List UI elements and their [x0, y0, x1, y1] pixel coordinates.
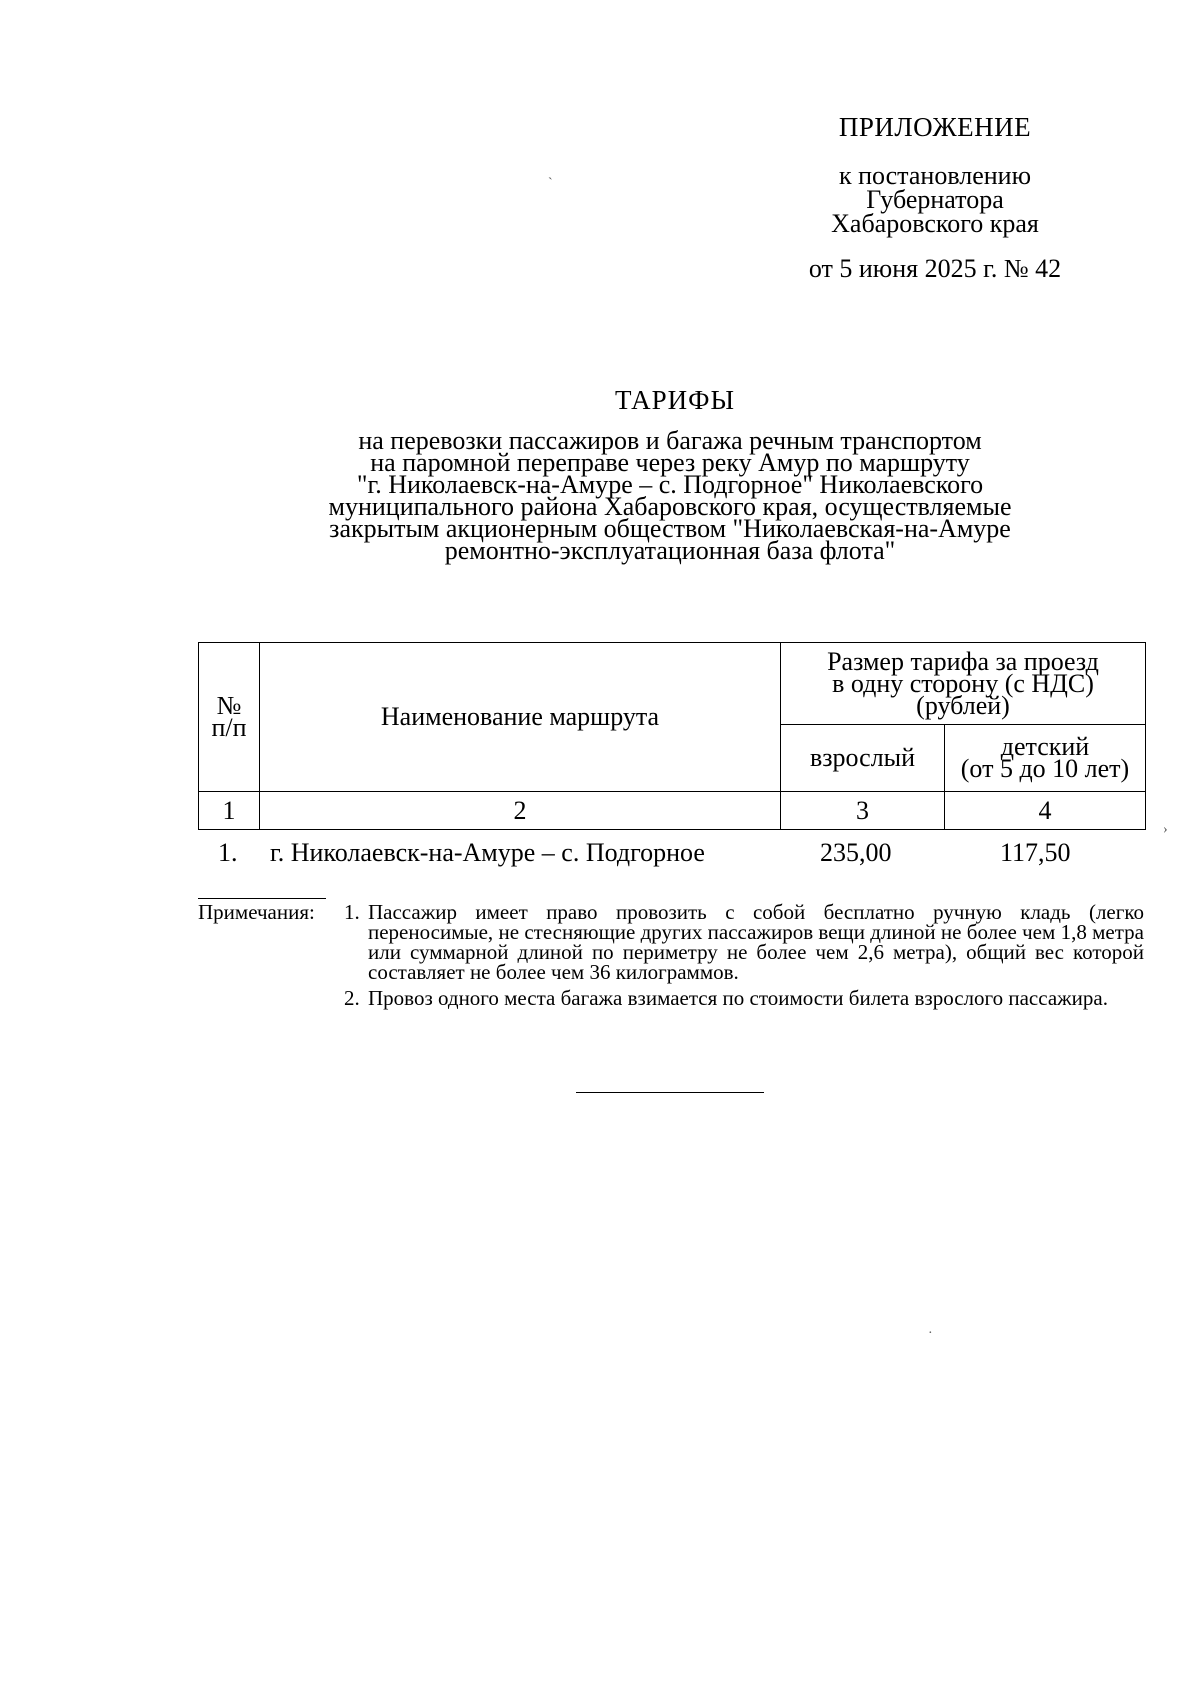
column-number-cell: 4 [945, 792, 1146, 830]
subtitle-line: на перевозки пассажиров и багажа речным транспортом [358, 426, 982, 455]
header-route: Наименование маршрута [260, 643, 781, 792]
appendix-line: Хабаровского края [831, 209, 1039, 238]
note-text: Пассажир имеет право провозить с собой бесплатно ручную кладь (легко переносимые, не стесняющие других пассажиров вещи длиной не более чем 1,8 метра или суммарной длиной по периметру не более чем 2,6 метра), общий вес которой составляет не более чем 36 килограммов. [368, 900, 1144, 984]
header-number: № п/п [199, 643, 260, 792]
subtitle-line: "г. Николаевск-на-Амуре – с. Подгорное" Николаевского [356, 470, 984, 499]
row-child-fare: 117,50 [1000, 838, 1071, 867]
subtitle-line: муниципального района Хабаровского края, осуществляемые [328, 492, 1012, 521]
end-divider [576, 1092, 764, 1093]
subtitle-line: на паромной переправе через реку Амур по маршруту [370, 448, 970, 477]
notes-label: Примечания: [198, 900, 315, 924]
subtitle-line: закрытым акционерным обществом "Николаевская-на-Амуре [329, 514, 1011, 543]
column-number-cell: 2 [260, 792, 781, 830]
header-adult: взрослый [781, 725, 945, 792]
table-row [198, 838, 1143, 868]
row-number: 1. [218, 838, 238, 867]
tariff-table [198, 642, 1146, 830]
row-route: г. Николаевск-на-Амуре – с. Подгорное [270, 838, 705, 867]
scan-artifact: · [928, 1326, 933, 1341]
appendix-line: Губернатора [866, 185, 1004, 214]
note-item [344, 988, 1144, 1008]
divider [198, 898, 326, 899]
appendix-date: от 5 июня 2025 г. № 42 [808, 254, 1062, 283]
note-number: 1. [344, 900, 360, 924]
document-title: ТАРИФЫ [614, 385, 736, 415]
header-tariff: Размер тарифа за проезд в одну сторону (с НДС) (рублей) [781, 643, 1146, 725]
header-child: детский (от 5 до 10 лет) [945, 725, 1146, 792]
note-number: 2. [344, 986, 360, 1010]
subtitle-line: ремонтно-эксплуатационная база флота" [444, 536, 896, 565]
note-text: Провоз одного места багажа взимается по стоимости билета взрослого пассажира. [368, 986, 1108, 1010]
row-adult-fare: 235,00 [820, 838, 892, 867]
column-number-cell: 3 [781, 792, 945, 830]
column-number-cell: 1 [199, 792, 260, 830]
scan-artifact: › [1163, 822, 1168, 837]
note-item [344, 902, 1144, 982]
appendix-line: к постановлению [838, 161, 1032, 190]
appendix-reference [770, 161, 1100, 238]
document-subtitle [250, 426, 1090, 565]
scan-artifact: ˋ [548, 176, 553, 191]
appendix-title: ПРИЛОЖЕНИЕ [838, 112, 1032, 142]
appendix-block [770, 112, 1100, 284]
